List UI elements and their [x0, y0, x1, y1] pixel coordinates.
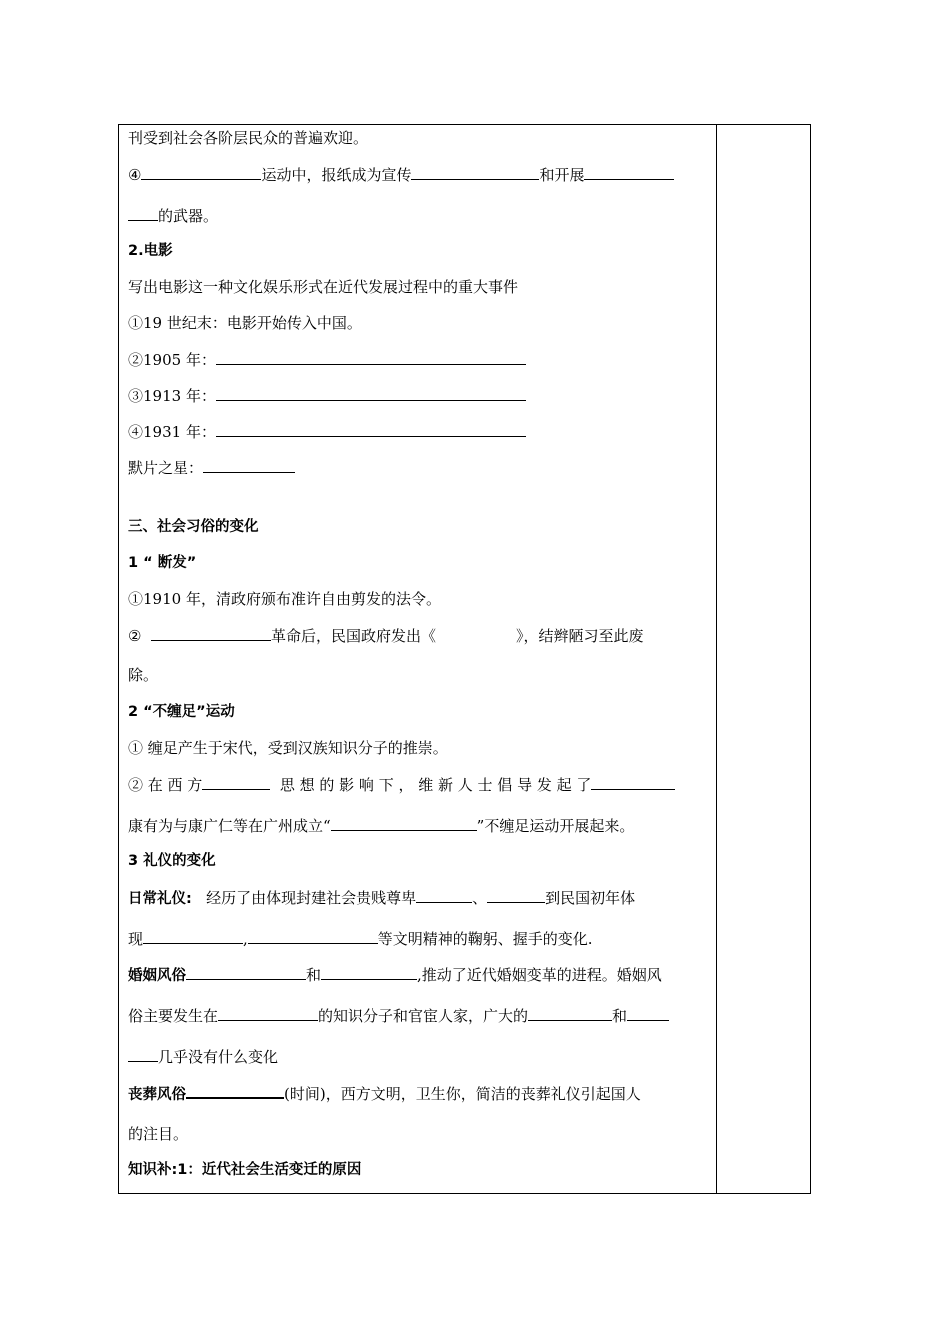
text: 》，结辫陋习至此废 [516, 627, 644, 645]
section-heading-customs [128, 517, 259, 537]
fill-line-no-change [128, 1046, 278, 1067]
label: 婚姻风俗 [128, 968, 186, 984]
answer-blank[interactable] [411, 164, 539, 180]
answer-blank[interactable] [143, 928, 243, 944]
answer-blank[interactable] [202, 774, 270, 790]
text: (时间)，西方文明，卫生你，简洁的丧葬礼仪引起国人 [284, 1085, 641, 1103]
text: 、 [472, 889, 488, 907]
label: 日常礼仪: [128, 891, 192, 907]
text: ② 在 西 方 [128, 776, 203, 794]
text: 和开展 [539, 166, 585, 184]
text: 和 [306, 966, 322, 984]
text: ④ [128, 166, 142, 184]
fill-line-newspaper [128, 164, 674, 185]
answer-blank[interactable] [528, 1005, 612, 1021]
answer-blank[interactable] [218, 1005, 318, 1021]
table-column-divider [716, 124, 717, 1194]
text-line [128, 313, 362, 333]
text: ② [128, 627, 142, 645]
text: ①1910 年，清政府颁布准许自由剪发的法令。 [128, 590, 441, 608]
answer-blank[interactable] [248, 928, 378, 944]
fill-line-silent-star [128, 457, 295, 478]
answer-blank[interactable] [416, 887, 472, 903]
subheading-feet [128, 702, 235, 722]
text-line [128, 589, 441, 609]
fill-line-marriage-2 [128, 1005, 669, 1026]
text: 等文明精神的鞠躬、握手的变化. [377, 930, 593, 948]
answer-blank[interactable] [321, 964, 417, 980]
text-line [128, 665, 158, 685]
text: 运动中，报纸成为宣传 [261, 166, 412, 184]
text: , [243, 930, 248, 948]
text: 到民国初年体 [545, 889, 636, 907]
text: 思 想 的 影 响 下 ， 维 新 人 士 倡 导 发 起 了 [279, 776, 592, 794]
text: ,推动了近代婚姻变革的进程。婚姻风 [417, 966, 662, 984]
knowledge-note-heading [128, 1160, 361, 1180]
text-line [128, 205, 218, 226]
subheading-etiquette [128, 851, 216, 871]
answer-blank[interactable] [216, 349, 526, 365]
fill-line-daily-etiquette [128, 887, 635, 909]
fill-line-1931 [128, 421, 526, 442]
text: 和 [612, 1007, 628, 1025]
text-line [128, 128, 368, 148]
text: 刊受到社会各阶层民众的普遍欢迎。 [128, 129, 369, 147]
heading: 知识补:1：近代社会生活变迁的原因 [128, 1162, 362, 1178]
answer-blank[interactable] [141, 164, 261, 180]
text: 经历了由体现封建社会贵贱尊卑 [206, 889, 417, 907]
text: ①19 世纪末：电影开始传入中国。 [128, 314, 362, 332]
text: 的武器。 [158, 207, 219, 225]
answer-blank[interactable] [128, 1046, 158, 1062]
fill-line-1905 [128, 349, 526, 370]
answer-blank[interactable] [591, 774, 675, 790]
answer-blank[interactable] [627, 1005, 669, 1021]
subheading-hair [128, 553, 196, 573]
fill-line-1913 [128, 385, 526, 406]
fill-line-civilization [128, 928, 593, 949]
answer-blank[interactable] [331, 815, 477, 831]
answer-blank[interactable] [216, 385, 526, 401]
heading: 2 “不缠足”运动 [128, 704, 235, 720]
answer-blank[interactable] [487, 887, 545, 903]
text: ④1931 年： [128, 423, 216, 441]
heading: 三、社会习俗的变化 [128, 519, 259, 535]
answer-blank[interactable] [186, 1082, 284, 1099]
text: ②1905 年： [128, 351, 216, 369]
text: 的注目。 [128, 1125, 189, 1143]
answer-blank[interactable] [584, 164, 674, 180]
text: 的知识分子和官宦人家，广大的 [318, 1007, 529, 1025]
fill-line-revolution [128, 625, 644, 646]
heading: 3 礼仪的变化 [128, 853, 216, 869]
label: 丧葬风俗 [128, 1087, 186, 1103]
fill-line-west-thought [128, 774, 675, 795]
text: 革命后，民国政府发出《 [271, 627, 437, 645]
text: ③1913 年： [128, 387, 216, 405]
text: 俗主要发生在 [128, 1007, 219, 1025]
text: 康有为与康广仁等在广州成立“ [128, 817, 331, 835]
text: ”不缠足运动开展起来。 [476, 817, 635, 835]
text: 现 [128, 930, 144, 948]
answer-blank[interactable] [151, 625, 271, 641]
fill-line-guangzhou [128, 815, 634, 836]
text-line [128, 738, 448, 758]
text: 写出电影这一种文化娱乐形式在近代发展过程中的重大事件 [128, 278, 519, 296]
heading: 2.电影 [128, 243, 173, 259]
text: 默片之星： [128, 459, 204, 477]
text-line [128, 277, 518, 297]
answer-blank[interactable] [203, 457, 295, 473]
text-line [128, 1124, 188, 1144]
section-heading-film [128, 241, 173, 261]
fill-line-funeral [128, 1082, 641, 1105]
text: 几乎没有什么变化 [158, 1048, 279, 1066]
text: ① 缠足产生于宋代，受到汉族知识分子的推崇。 [128, 739, 448, 757]
answer-blank[interactable] [128, 205, 158, 221]
fill-line-marriage [128, 964, 662, 986]
answer-blank[interactable] [186, 964, 306, 980]
answer-blank[interactable] [216, 421, 526, 437]
heading: 1 “ 断发” [128, 555, 197, 571]
text: 除。 [128, 666, 159, 684]
